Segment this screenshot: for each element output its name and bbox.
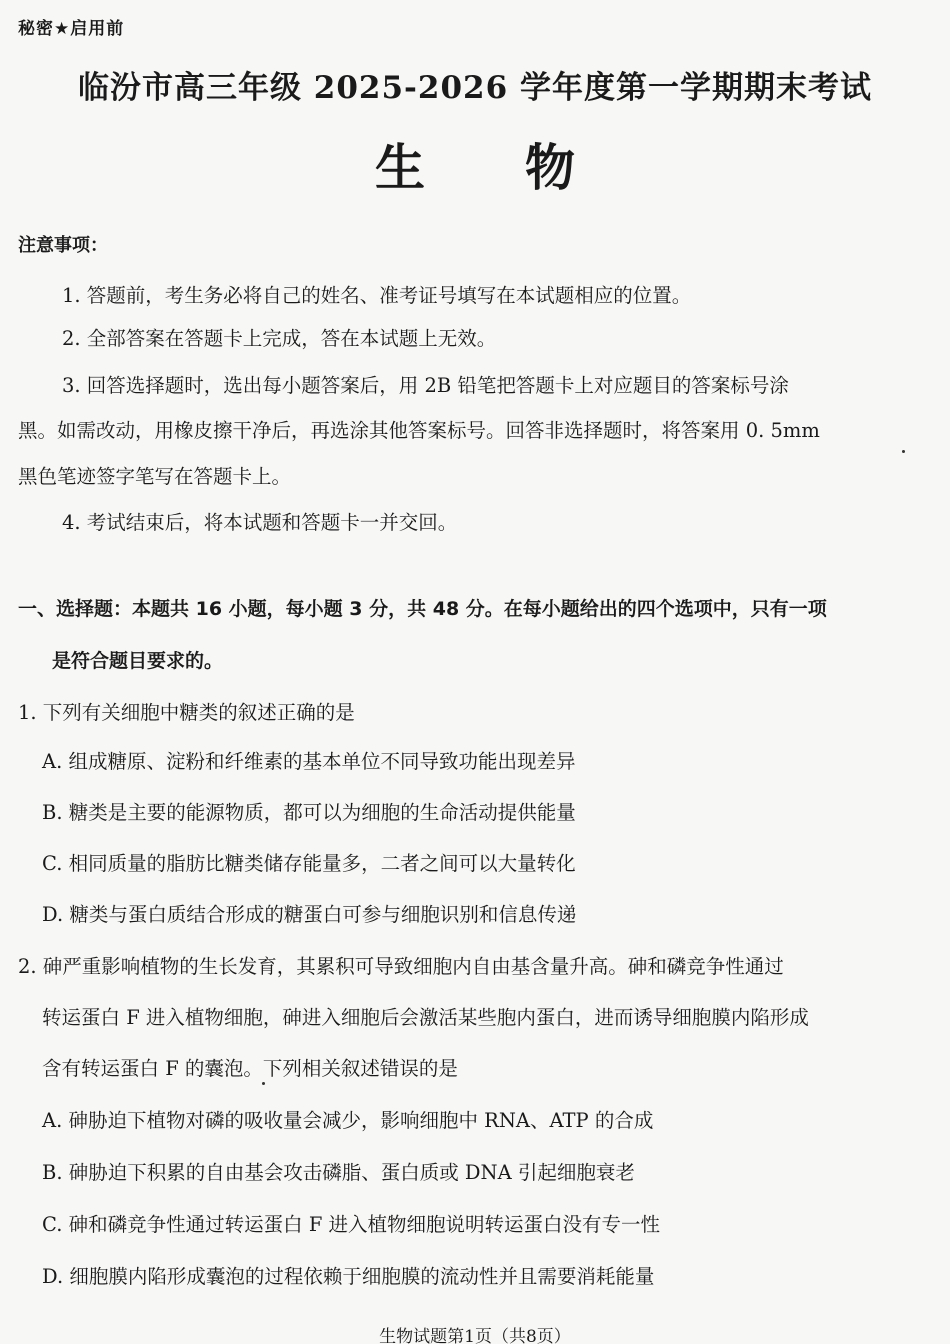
section-heading-cont: 是符合题目要求的。 — [52, 650, 224, 672]
answer-option: D. 糖类与蛋白质结合形成的糖蛋白可参与细胞识别和信息传递 — [42, 903, 577, 926]
notice-item: 2. 全部答案在答题卡上完成，答在本试题上无效。 — [62, 327, 497, 350]
notice-item: 黑。如需改动，用橡皮擦干净后，再选涂其他答案标号。回答非选择题时，将答案用 0. 5mm — [18, 419, 820, 442]
subject-title — [0, 128, 950, 200]
answer-option: C. 砷和磷竞争性通过转运蛋白 F 进入植物细胞说明转运蛋白没有专一性 — [42, 1213, 661, 1236]
notice-item: 4. 考试结束后，将本试题和答题卡一并交回。 — [62, 511, 458, 534]
subject-char-2: 物 — [525, 138, 575, 197]
answer-option: B. 砷胁迫下积累的自由基会攻击磷脂、蛋白质或 DNA 引起细胞衰老 — [42, 1161, 635, 1184]
exam-title: 临汾市高三年级 2025-2026 学年度第一学期期末考试 — [77, 70, 872, 106]
notice-heading: 注意事项： — [18, 235, 108, 256]
pencil-mark — [262, 1082, 265, 1085]
section-heading: 一、选择题：本题共 16 小题，每小题 3 分，共 48 分。在每小题给出的四个选项中，只有一项 — [18, 598, 827, 620]
pencil-mark — [902, 450, 905, 453]
subject-char-1: 生 — [375, 138, 425, 197]
question-stem: 2. 砷严重影响植物的生长发育，其累积可导致细胞内自由基含量升高。砷和磷竞争性通过 — [18, 955, 784, 978]
question-stem: 1. 下列有关细胞中糖类的叙述正确的是 — [18, 701, 355, 724]
page-footer: 生物试题第1页（共8页） — [379, 1327, 571, 1344]
answer-option: D. 细胞膜内陷形成囊泡的过程依赖于细胞膜的流动性并且需要消耗能量 — [42, 1265, 655, 1288]
question-stem-cont: 转运蛋白 F 进入植物细胞，砷进入细胞后会激活某些胞内蛋白，进而诱导细胞膜内陷形成 — [42, 1006, 809, 1029]
notice-item: 3. 回答选择题时，选出每小题答案后，用 2B 铅笔把答题卡上对应题目的答案标号涂 — [62, 374, 789, 397]
notice-item: 黑色笔迹签字笔写在答题卡上。 — [18, 465, 292, 488]
notice-item: 1. 答题前，考生务必将自己的姓名、准考证号填写在本试题相应的位置。 — [62, 284, 692, 307]
answer-option: A. 砷胁迫下植物对磷的吸收量会减少，影响细胞中 RNA、ATP 的合成 — [42, 1109, 654, 1132]
answer-option: C. 相同质量的脂肪比糖类储存能量多，二者之间可以大量转化 — [42, 852, 576, 875]
answer-option: A. 组成糖原、淀粉和纤维素的基本单位不同导致功能出现差异 — [42, 750, 576, 773]
question-stem-cont: 含有转运蛋白 F 的囊泡。下列相关叙述错误的是 — [42, 1057, 458, 1080]
answer-option: B. 糖类是主要的能源物质，都可以为细胞的生命活动提供能量 — [42, 801, 576, 824]
confidential-label: 秘密★启用前 — [18, 19, 125, 39]
